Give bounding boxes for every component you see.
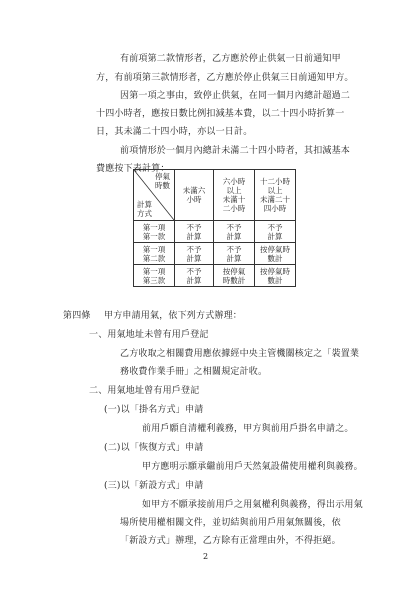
row-label-line: 第三款 bbox=[142, 275, 166, 285]
table-cell bbox=[214, 265, 255, 287]
paragraph-3-line-2: 費應按下表計算： bbox=[96, 164, 170, 174]
column-header-line: 小時 bbox=[186, 195, 202, 204]
column-header-line: 四小時 bbox=[263, 204, 287, 213]
table-cell bbox=[255, 243, 296, 265]
table-cell bbox=[175, 243, 214, 265]
cell-line: 計算 bbox=[267, 231, 283, 241]
cell-line: 計算 bbox=[226, 253, 242, 263]
cell-line: 按停氣時 bbox=[260, 266, 290, 276]
cell-line: 不予 bbox=[226, 244, 242, 254]
article-4-number: 第四條 bbox=[63, 311, 91, 321]
cell-line: 按停氣 bbox=[222, 266, 246, 276]
column-header-line: 十二小時 bbox=[260, 177, 290, 186]
row-label-line: 第一項 bbox=[142, 222, 166, 232]
row-label bbox=[134, 221, 175, 243]
section-1-title: 一、用氣地址未曾有用戶登記 bbox=[89, 330, 209, 340]
cell-line: 計算 bbox=[186, 253, 202, 263]
cell-line: 計算 bbox=[186, 275, 202, 285]
row-label-line: 第一項 bbox=[142, 266, 166, 276]
column-header-line: 以上 bbox=[226, 186, 242, 195]
column-header-line: 以上 bbox=[267, 186, 283, 195]
column-header-line: 未滿二十 bbox=[260, 195, 290, 204]
column-header-line: 未滿十 bbox=[222, 195, 246, 204]
corner-bottom-line: 計算 bbox=[137, 200, 152, 209]
item-3-title: (三)以「新設方式」申請 bbox=[104, 481, 204, 491]
cell-line: 不予 bbox=[186, 222, 202, 232]
column-header-line: 六小時 bbox=[222, 177, 246, 186]
column-header bbox=[255, 170, 296, 221]
row-label bbox=[134, 243, 175, 265]
item-1-text: 前用戶願自清權利義務，甲方與前用戶掛名申請之。 bbox=[142, 424, 354, 434]
cell-line: 不予 bbox=[226, 222, 242, 232]
cell-line: 時數計 bbox=[222, 275, 246, 285]
table-cell bbox=[175, 265, 214, 287]
column-header bbox=[214, 170, 255, 221]
paragraph-3-line-1: 前項情形於一個月內總計未滿二十四小時者，其扣減基本 bbox=[120, 146, 351, 156]
corner-top-line: 停氣 bbox=[155, 172, 170, 181]
paragraph-2-line-1: 因第一項之事由，致停止供氣，在同一個月內總計超過二 bbox=[120, 91, 351, 101]
section-2-title: 二、用氣地址曾有用戶登記 bbox=[89, 386, 200, 396]
table-row bbox=[134, 243, 296, 265]
column-header-line: 未滿六 bbox=[182, 186, 206, 195]
cell-line: 計算 bbox=[186, 231, 202, 241]
section-1-line-2: 務收費作業手冊」之相關規定計收。 bbox=[120, 367, 268, 377]
fee-deduction-table bbox=[133, 169, 296, 287]
row-label-line: 第一款 bbox=[142, 231, 166, 241]
row-label-line: 第一項 bbox=[142, 244, 166, 254]
item-2-title: (二)以「恢復方式」申請 bbox=[104, 443, 204, 453]
item-1-title: (一)以「掛名方式」申請 bbox=[104, 405, 204, 415]
table-cell bbox=[255, 265, 296, 287]
paragraph-1-line-1: 有前項第二款情形者，乙方應於停止供氣一日前通知甲 bbox=[120, 54, 341, 64]
table-cell bbox=[214, 243, 255, 265]
cell-line: 不予 bbox=[186, 266, 202, 276]
cell-line: 數計 bbox=[267, 253, 283, 263]
article-4-heading: 甲方申請用氣，依下列方式辦理： bbox=[104, 311, 243, 321]
cell-line: 數計 bbox=[267, 275, 283, 285]
cell-line: 不予 bbox=[186, 244, 202, 254]
table-cell bbox=[255, 221, 296, 243]
row-label bbox=[134, 265, 175, 287]
item-2-text: 甲方應明示願承繼前用戶天然氣設備使用權利與義務。 bbox=[142, 462, 363, 472]
page-number: 2 bbox=[203, 552, 209, 561]
column-header bbox=[175, 170, 214, 221]
item-3-line-1: 如甲方不願承接前用戶之用氣權利與義務，得出示用氣 bbox=[142, 500, 363, 510]
table-cell bbox=[214, 221, 255, 243]
paragraph-2-line-2: 十四小時者，應按日數比例扣減基本費，以二十四小時折算一 bbox=[96, 109, 345, 119]
corner-bottom-line: 方式 bbox=[137, 209, 152, 218]
table-row bbox=[134, 221, 296, 243]
item-3-line-2: 場所使用權相關文件，並切結與前用戶用氣無關後，依 bbox=[120, 518, 341, 528]
column-header-line: 二小時 bbox=[222, 204, 246, 213]
corner-top-label bbox=[155, 172, 170, 190]
table-cell bbox=[175, 221, 214, 243]
item-3-line-3: 「新設方式」辦理，乙方除有正當理由外，不得拒絕。 bbox=[120, 536, 341, 546]
cell-line: 計算 bbox=[226, 231, 242, 241]
paragraph-1-line-2: 方，有前項第三款情形者，乙方應於停止供氣三日前通知甲方。 bbox=[96, 73, 354, 83]
corner-top-line: 時數 bbox=[155, 181, 170, 190]
table-row bbox=[134, 265, 296, 287]
section-1-line-1: 乙方收取之相關費用應依據經中央主管機關核定之「裝置業 bbox=[120, 349, 360, 359]
table-corner-header bbox=[134, 170, 175, 221]
cell-line: 按停氣時 bbox=[260, 244, 290, 254]
corner-bottom-label bbox=[137, 200, 152, 218]
paragraph-2-line-3: 日，其未滿二十四小時，亦以一日計。 bbox=[96, 127, 253, 137]
cell-line: 不予 bbox=[267, 222, 283, 232]
row-label-line: 第二款 bbox=[142, 253, 166, 263]
